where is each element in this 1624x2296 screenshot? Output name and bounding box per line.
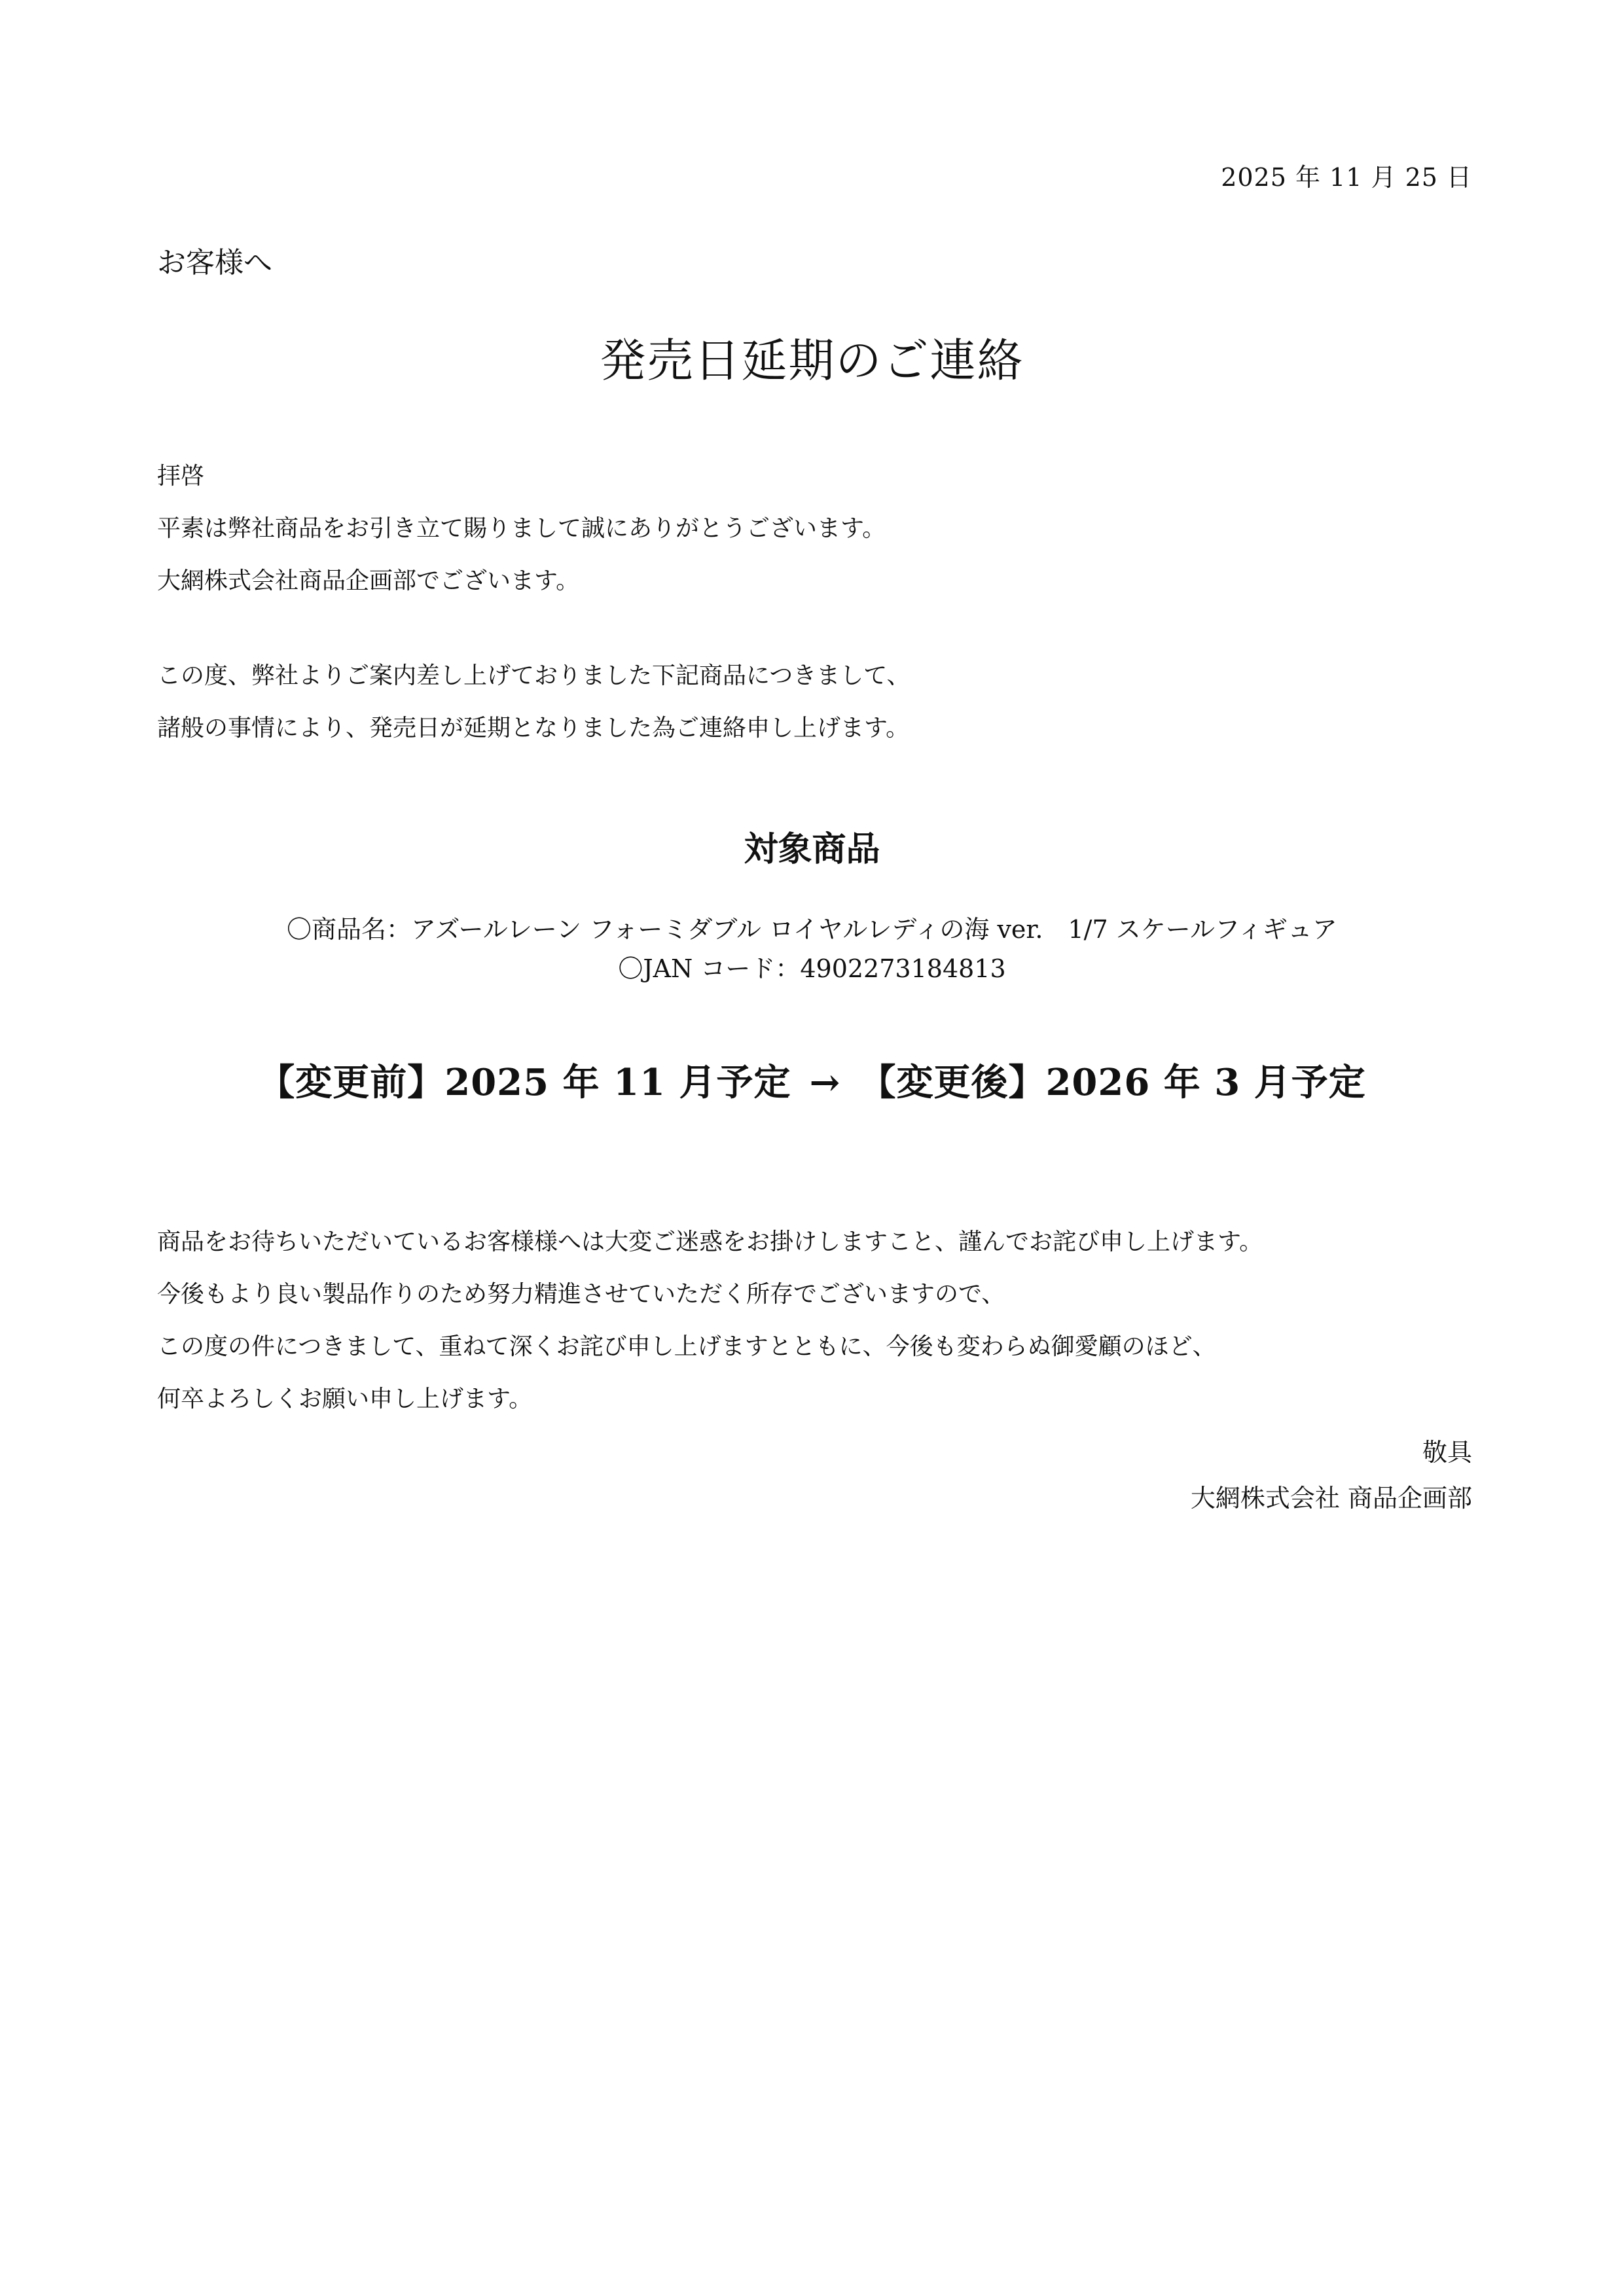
closing-keigu: 敬具 bbox=[1422, 1438, 1472, 1467]
schedule-change bbox=[0, 1054, 1624, 1106]
intro-line: この度、弊社よりご案内差し上げておりました下記商品につきまして、 bbox=[157, 662, 911, 689]
product-name: 〇商品名：アズールレーン フォーミダブル ロイヤルレディの海 ver. 1/7 スケールフィギュア bbox=[287, 915, 1337, 944]
greeting-paragraph bbox=[157, 450, 886, 607]
target-product-heading: 対象商品 bbox=[744, 830, 880, 869]
greeting-line: 拝啓 bbox=[157, 463, 205, 490]
product-info bbox=[0, 910, 1624, 988]
arrow-right-icon: → bbox=[809, 1061, 841, 1104]
greeting-line: 平素は弊社商品をお引き立て賜りまして誠にありがとうございます。 bbox=[157, 515, 886, 542]
closing-paragraph bbox=[157, 1216, 1263, 1426]
intro-line: 諸般の事情により、発売日が延期となりました為ご連絡申し上げます。 bbox=[157, 715, 910, 742]
intro-paragraph bbox=[157, 650, 911, 755]
schedule-before: 【変更前】2025 年 11 月予定 bbox=[258, 1061, 791, 1104]
page-title: 発売日延期のご連絡 bbox=[600, 334, 1024, 387]
closing-line: 今後もより良い製品作りのため努力精進させていただく所存でございますので、 bbox=[157, 1281, 1005, 1308]
recipient-salutation: お客様へ bbox=[157, 246, 272, 279]
jan-code: 〇JAN コード：4902273184813 bbox=[618, 954, 1006, 983]
letter-date: 2025 年 11 月 25 日 bbox=[1221, 163, 1472, 192]
greeting-line: 大網株式会社商品企画部でございます。 bbox=[157, 567, 580, 594]
closing-line: 何卒よろしくお願い申し上げます。 bbox=[157, 1386, 533, 1412]
closing-line: 商品をお待ちいただいているお客様様へは大変ご迷惑をお掛けしますこと、謹んでお詫び申し上げます。 bbox=[157, 1229, 1263, 1255]
closing-line: この度の件につきまして、重ねて深くお詫び申し上げますとともに、今後も変わらぬ御愛顧のほど、 bbox=[157, 1333, 1216, 1360]
schedule-after: 【変更後】2026 年 3 月予定 bbox=[859, 1061, 1366, 1104]
company-signature: 大網株式会社 商品企画部 bbox=[1190, 1484, 1472, 1513]
